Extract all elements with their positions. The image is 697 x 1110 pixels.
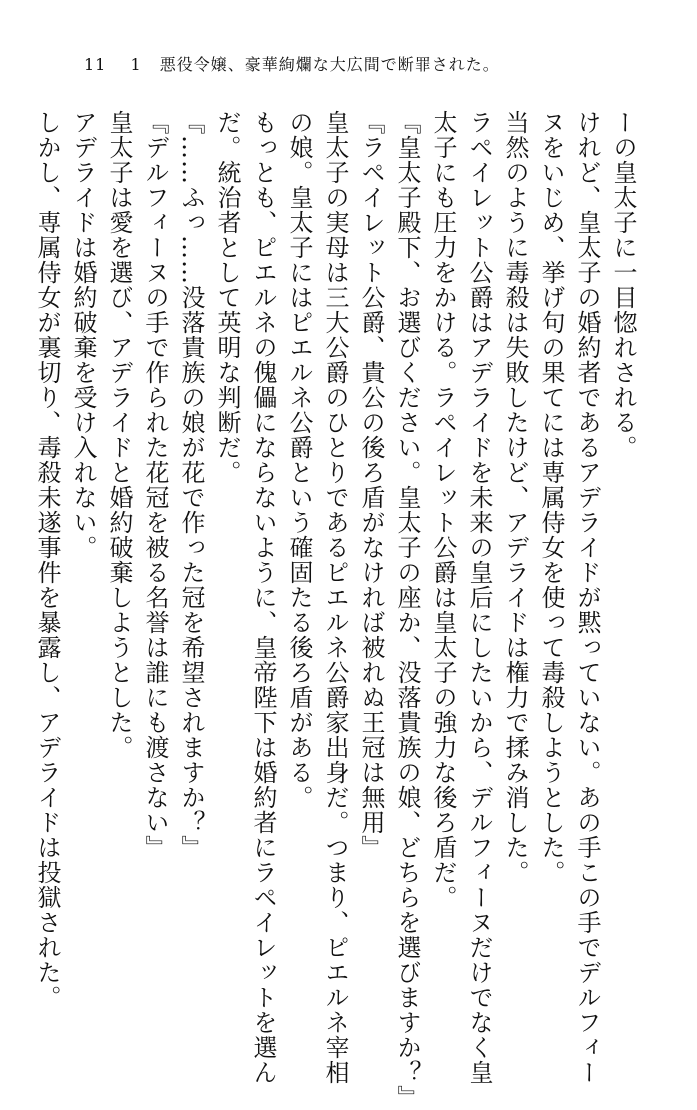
text-line: 『ラペイレット公爵、貴公の後ろ盾がなければ被れぬ王冠は無用』 [357, 110, 385, 860]
text-line: ヌをいじめ、挙げ句の果てには専属侍女を使って毒殺しようとした。 [537, 110, 565, 885]
text-line: の娘。皇太子にはピエルネ公爵という確固たる後ろ盾がある。 [285, 110, 313, 810]
chapter-title: 悪役令嬢、豪華絢爛な大広間で断罪された。 [159, 55, 500, 74]
text-line: 当然のように毒殺は失敗したけど、アデライドは権力で揉み消した。 [501, 110, 529, 885]
text-line: 『デルフィーヌの手で作られた花冠を被る名誉は誰にも渡さない』 [141, 110, 169, 860]
text-line: アデライドは婚約破棄を受け入れない。 [69, 110, 97, 560]
text-line: だ。統治者として英明な判断だ。 [213, 110, 241, 485]
vertical-body-text [33, 110, 641, 1110]
text-line: ーの皇太子に一目惚れされる。 [609, 110, 637, 460]
text-line: 太子にも圧力をかける。ラペイレット公爵は皇太子の強力な後ろ盾だ。 [429, 110, 457, 910]
text-line: ラペイレット公爵はアデライドを未来の皇后にしたいから、デルフィーヌだけでなく皇 [465, 110, 493, 1085]
text-line: 『……ふっ……没落貴族の娘が花で作った冠を希望されますか？』 [177, 110, 205, 860]
text-line: しかし、専属侍女が裏切り、毒殺未遂事件を暴露し、アデライドは投獄された。 [33, 110, 61, 1010]
page-number: 11 [84, 55, 107, 74]
text-line: 皇太子は愛を選び、アデライドと婚約破棄しようとした。 [105, 110, 133, 760]
text-line: けれど、皇太子の婚約者であるアデライドが黙っていない。あの手この手でデルフィー [573, 110, 601, 1085]
text-line: 皇太子の実母は三大公爵のひとりであるピエルネ公爵家出身だ。つまり、ピエルネ宰相 [321, 110, 349, 1085]
text-line: もっとも、ピエルネの傀儡にならないように、皇帝陛下は婚約者にラペイレットを選ん [249, 110, 277, 1085]
text-line: 『皇太子殿下、お選びください。皇太子の座か、没落貴族の娘、どちらを選びますか？』 [393, 110, 421, 1110]
running-header [84, 52, 500, 75]
chapter-number: 1 [130, 55, 142, 74]
